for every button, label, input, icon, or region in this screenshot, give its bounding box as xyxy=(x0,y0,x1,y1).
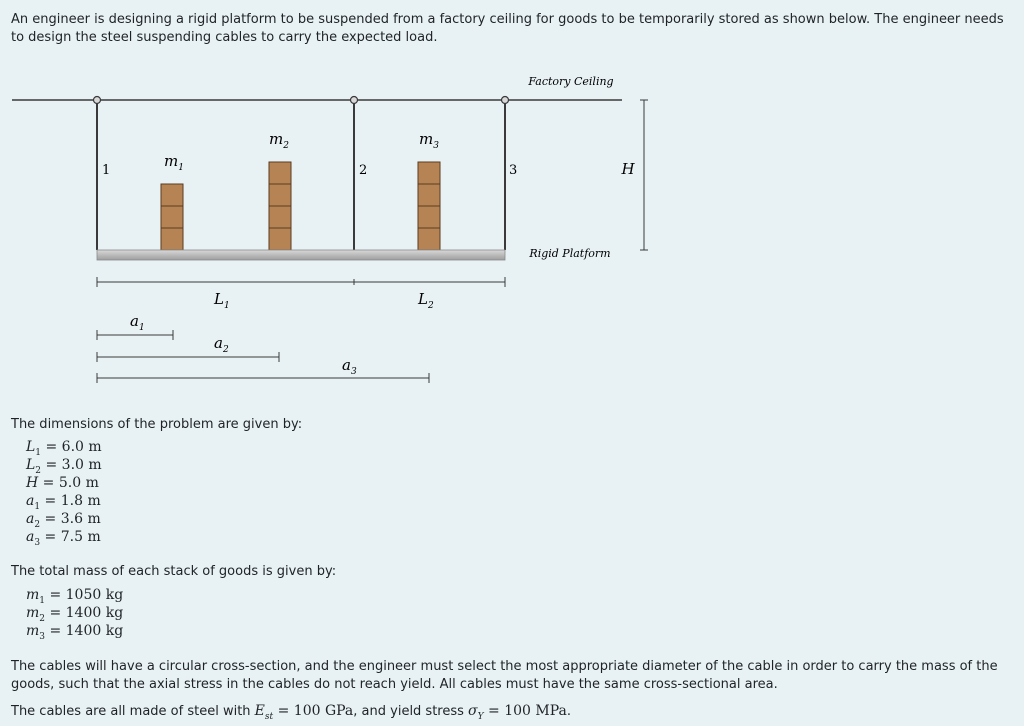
mass-row-m2: $m_2 = 1400$ kg xyxy=(26,605,124,624)
dimensions-list xyxy=(26,438,102,546)
intro-paragraph: An engineer is designing a rigid platform to be suspended from a factory ceiling for goods to be temporarily stored as shown below. The engineer needs to design the steel suspending cables to carry the expected load. xyxy=(11,12,1004,45)
dim-row-H: H = 5.0 m xyxy=(26,475,99,491)
cable-2-label: 2 xyxy=(359,163,368,178)
mass-row-m1: $m_1 = 1050$ kg xyxy=(26,587,124,606)
steel-properties-paragraph: The cables are all made of steel with $E_{st} = 100$ GPa, and yield stress $\sigma_Y = 100$ MPa. xyxy=(11,703,571,722)
dim-row-L1: $L_1 = 6.0$ m xyxy=(26,439,102,458)
pin-1 xyxy=(94,97,101,104)
rigid-platform-label: Rigid Platform xyxy=(529,247,611,260)
dim-row-L2: $L_2 = 3.0$ m xyxy=(26,457,102,476)
rigid-platform xyxy=(97,250,505,260)
factory-ceiling-label: Factory Ceiling xyxy=(528,75,614,88)
crate-stack-2 xyxy=(269,162,291,250)
offset-label-2: $a_2$ xyxy=(214,334,229,355)
mass-label-3: $m_3$ xyxy=(419,130,439,151)
pin-2 xyxy=(351,97,358,104)
crate-stack-3 xyxy=(418,162,440,250)
length-label-2: $L_2$ xyxy=(418,290,434,311)
crate-stack-1 xyxy=(161,184,183,250)
mass-label-2: $m_2$ xyxy=(269,130,289,151)
mass-row-m3: $m_3 = 1400$ kg xyxy=(26,623,124,642)
mass-label-1: $m_1$ xyxy=(164,152,184,173)
length-label-1: $L_1$ xyxy=(214,290,230,311)
pin-3 xyxy=(502,97,509,104)
masses-heading: The total mass of each stack of goods is given by: xyxy=(11,564,337,579)
cable-3-label: 3 xyxy=(509,163,518,178)
dim-row-a1: $a_1 = 1.8$ m xyxy=(26,493,101,512)
cable-1-label: 1 xyxy=(102,163,111,178)
offset-label-1: $a_1$ xyxy=(130,312,145,333)
height-label: H xyxy=(621,160,635,178)
dim-row-a2: $a_2 = 3.6$ m xyxy=(26,511,101,530)
cable-requirements-paragraph: The cables will have a circular cross-section, and the engineer must select the most appropriate diameter of the cable in order to carry the mass of the goods, such that the axial stress in the cables do not reach yield. All cables must have the same cross-sectional area. xyxy=(11,659,998,692)
dim-row-a3: $a_3 = 7.5$ m xyxy=(26,529,101,548)
offset-label-3: $a_3$ xyxy=(342,356,357,377)
masses-list xyxy=(26,586,123,640)
dimensions-heading: The dimensions of the problem are given by: xyxy=(11,417,303,432)
